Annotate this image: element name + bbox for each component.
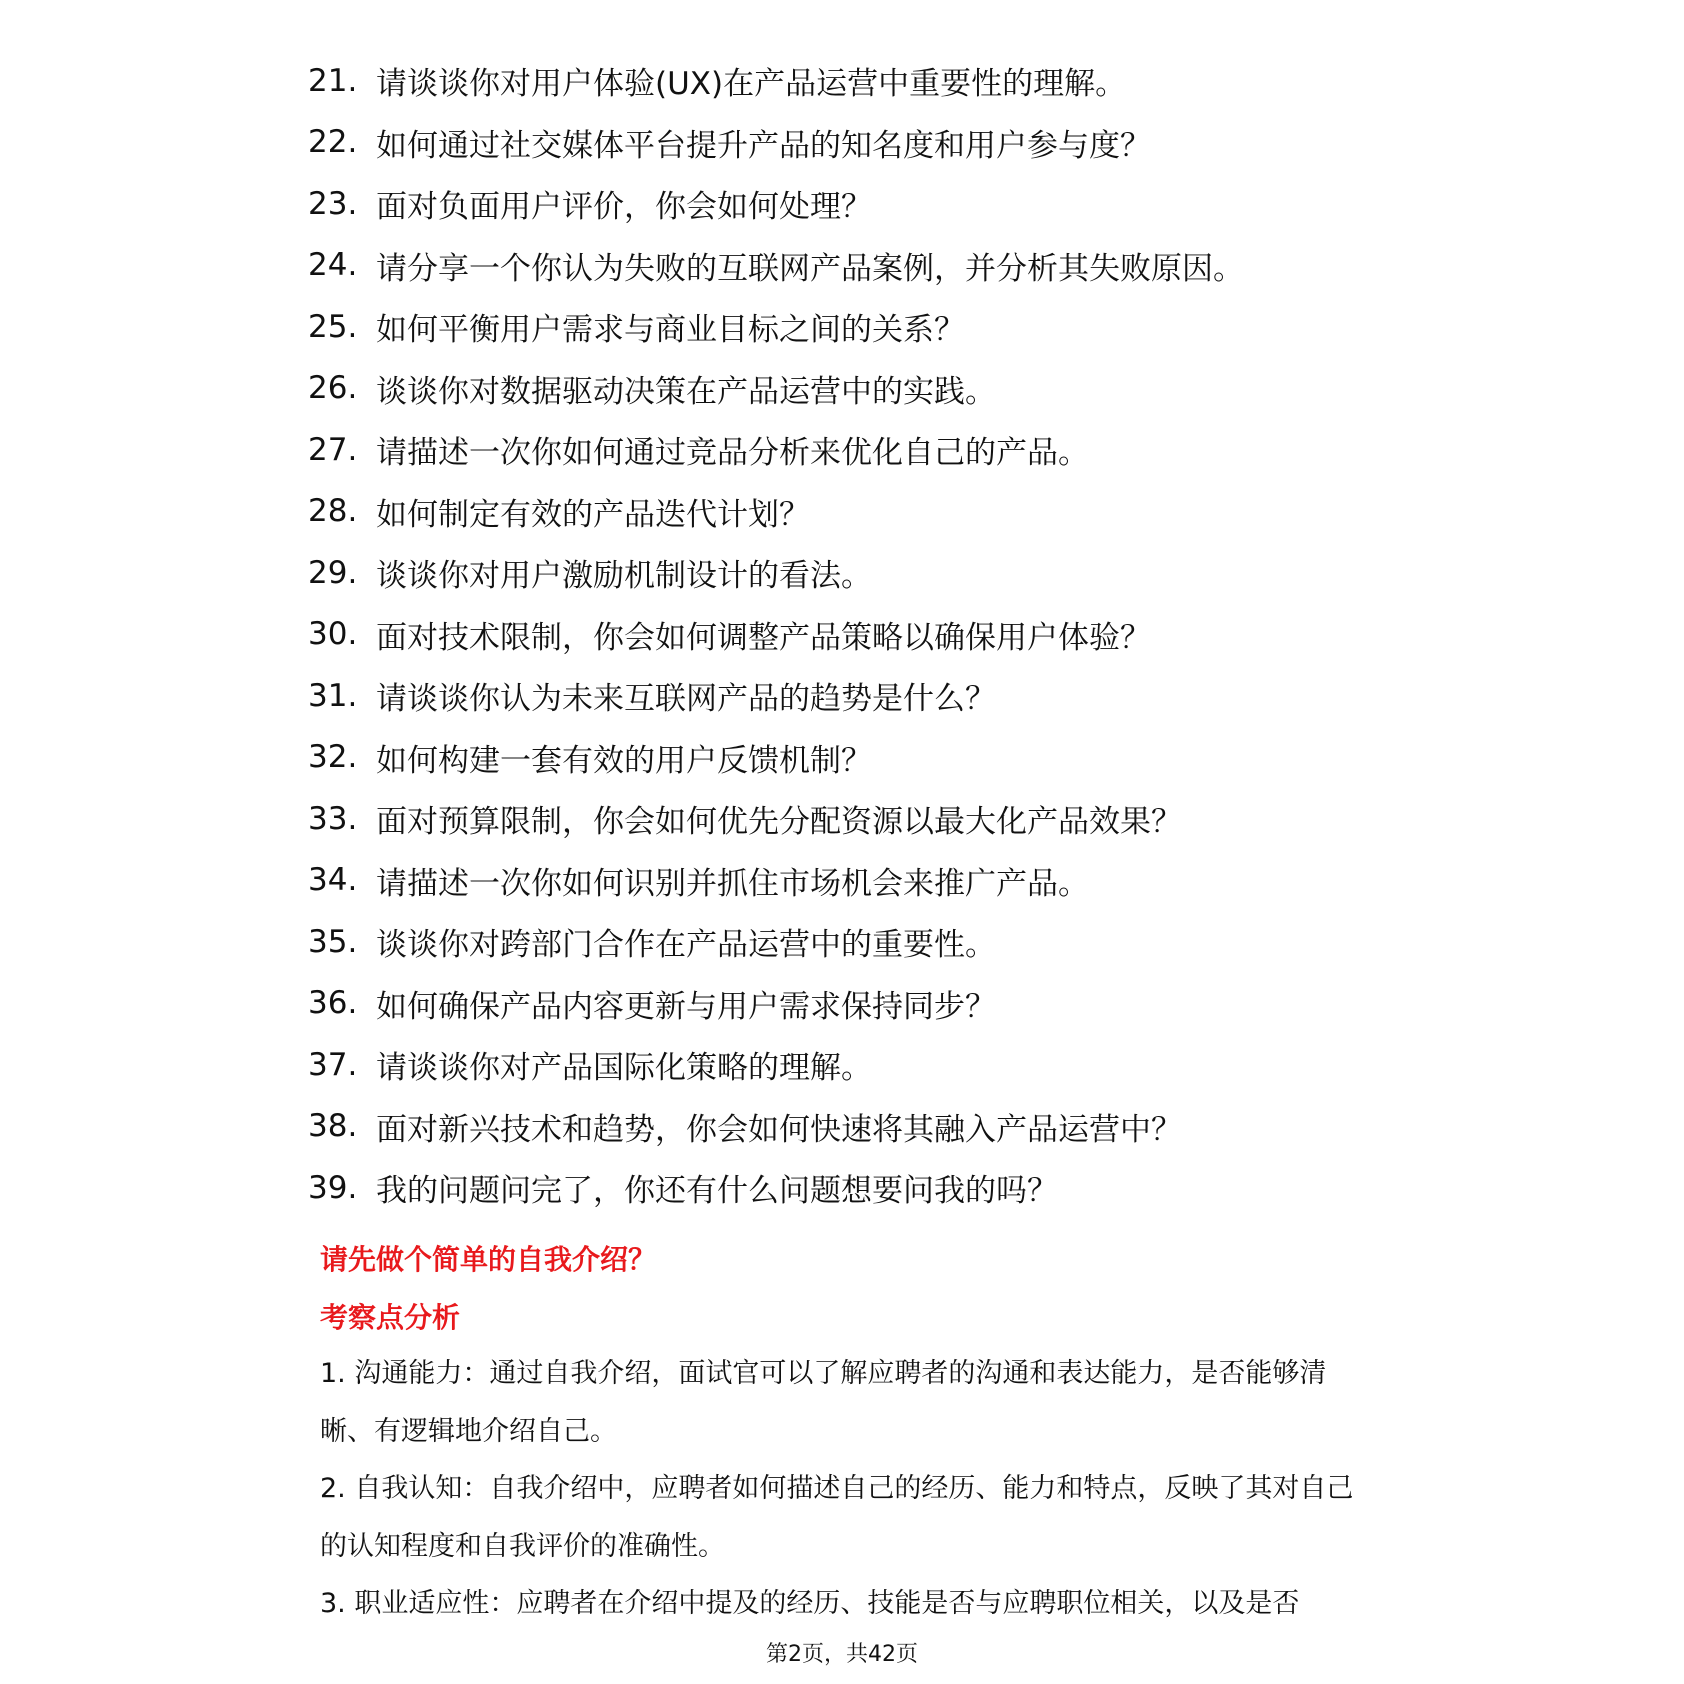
question-text: 如何通过社交媒体平台提升产品的知名度和用户参与度？ [376, 127, 1151, 164]
analysis-point: 3. 职业适应性：应聘者在介绍中提及的经历、技能是否与应聘职位相关，以及是否 [320, 1588, 1300, 1619]
question-number: 28. [308, 493, 358, 530]
question-text: 如何确保产品内容更新与用户需求保持同步？ [376, 988, 996, 1025]
question-text: 请谈谈你对产品国际化策略的理解。 [376, 1050, 872, 1087]
question-text: 如何平衡用户需求与商业目标之间的关系？ [376, 312, 965, 349]
question-item [308, 911, 1428, 973]
question-item [308, 665, 1428, 727]
question-item [308, 50, 1428, 112]
question-number: 32. [308, 739, 358, 776]
analysis-heading: 考察点分析 [320, 1301, 461, 1334]
question-number: 26. [308, 370, 358, 407]
question-number: 27. [308, 431, 358, 468]
question-item [308, 788, 1428, 850]
question-item [308, 1157, 1428, 1219]
question-text: 请谈谈你对用户体验(UX)在产品运营中重要性的理解。 [376, 66, 1127, 103]
question-item [308, 358, 1428, 420]
analysis-point: 1. 沟通能力：通过自我介绍，面试官可以了解应聘者的沟通和表达能力，是否能够清晰、有逻辑地介绍自己。 [320, 1358, 1327, 1447]
question-text: 请描述一次你如何识别并抓住市场机会来推广产品。 [376, 865, 1089, 902]
analysis-list [320, 1345, 1378, 1633]
question-item [308, 419, 1428, 481]
question-text: 面对技术限制，你会如何调整产品策略以确保用户体验？ [376, 619, 1151, 656]
question-number: 22. [308, 124, 358, 161]
question-text: 面对预算限制，你会如何优先分配资源以最大化产品效果？ [376, 804, 1182, 841]
question-text: 如何制定有效的产品迭代计划？ [376, 496, 810, 533]
question-number: 21. [308, 62, 358, 99]
question-text: 请谈谈你认为未来互联网产品的趋势是什么？ [376, 681, 996, 718]
question-text: 面对负面用户评价，你会如何处理？ [376, 189, 872, 226]
question-item [308, 296, 1428, 358]
question-text: 请描述一次你如何通过竞品分析来优化自己的产品。 [376, 435, 1089, 472]
question-number: 38. [308, 1108, 358, 1145]
question-list [308, 50, 1428, 1219]
question-text: 谈谈你对跨部门合作在产品运营中的重要性。 [376, 927, 996, 964]
question-item [308, 1034, 1428, 1096]
question-item [308, 542, 1428, 604]
question-number: 36. [308, 985, 358, 1022]
analysis-point: 2. 自我认知：自我介绍中，应聘者如何描述自己的经历、能力和特点，反映了其对自己的认知程度和自我评价的准确性。 [320, 1473, 1354, 1562]
question-number: 35. [308, 923, 358, 960]
question-item [308, 1096, 1428, 1158]
question-item [308, 173, 1428, 235]
question-number: 24. [308, 247, 358, 284]
section-question-title: 请先做个简单的自我介绍？ [320, 1243, 657, 1276]
question-text: 我的问题问完了，你还有什么问题想要问我的吗？ [376, 1173, 1058, 1210]
question-number: 31. [308, 677, 358, 714]
question-number: 30. [308, 616, 358, 653]
question-number: 23. [308, 185, 358, 222]
page-number-footer: 第2页，共42页 [766, 1642, 918, 1667]
question-number: 33. [308, 800, 358, 837]
question-number: 25. [308, 308, 358, 345]
question-text: 谈谈你对用户激励机制设计的看法。 [376, 558, 872, 595]
question-number: 29. [308, 554, 358, 591]
question-item [308, 727, 1428, 789]
question-item [308, 481, 1428, 543]
question-item [308, 112, 1428, 174]
question-item [308, 235, 1428, 297]
question-item [308, 973, 1428, 1035]
question-item [308, 850, 1428, 912]
question-text: 面对新兴技术和趋势，你会如何快速将其融入产品运营中？ [376, 1111, 1182, 1148]
question-text: 谈谈你对数据驱动决策在产品运营中的实践。 [376, 373, 996, 410]
question-text: 如何构建一套有效的用户反馈机制？ [376, 742, 872, 779]
question-number: 39. [308, 1169, 358, 1206]
question-number: 37. [308, 1046, 358, 1083]
question-item [308, 604, 1428, 666]
question-number: 34. [308, 862, 358, 899]
question-text: 请分享一个你认为失败的互联网产品案例，并分析其失败原因。 [376, 250, 1244, 287]
